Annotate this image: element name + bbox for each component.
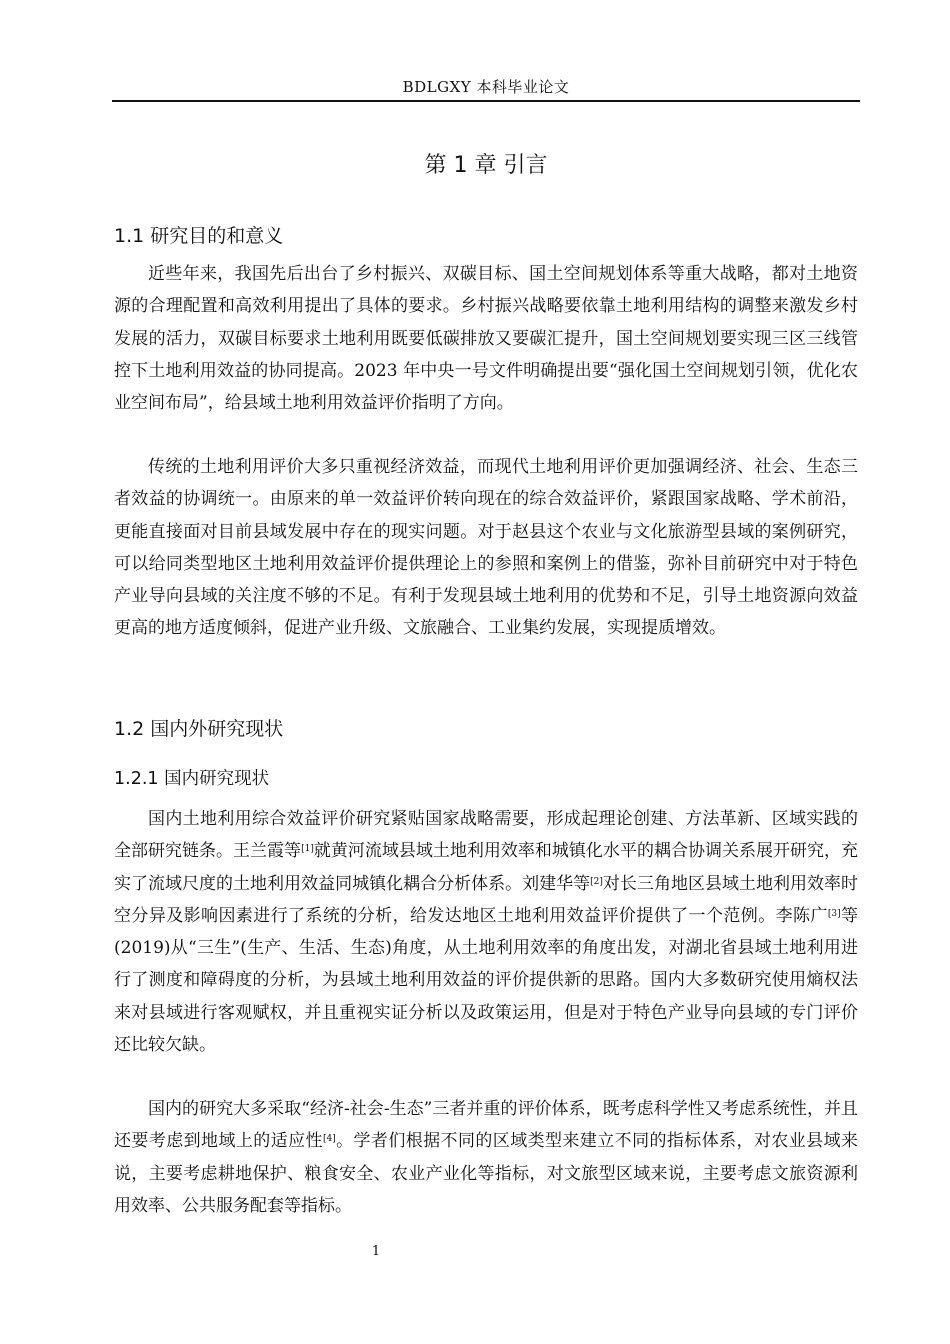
running-header: BDLGXY 本科毕业论文 xyxy=(402,78,570,96)
chapter-title: 第 1 章 引言 xyxy=(424,153,548,178)
citation-ref: [3] xyxy=(827,908,841,919)
paragraph-purpose: 近些年来，我国先后出台了乡村振兴、双碳目标、国土空间规划体系等重大战略，都对土地资源的合理配置和高效利用提出了具体的要求。乡村振兴战略要依靠土地利用结构的调整来激发乡村发展的活力，双碳目标要求土地利用既要低碳排放又要碳汇提升，国土空间规划要实现三区三线管控下土地利用效益的协同提高。2023 年中央一号文件明确提出要“强化国土空间规划引领，优化农业空间布局”，给县域土地利用效益评价指明了方向。 xyxy=(114,264,858,414)
paragraph-evaluation-system xyxy=(114,1093,858,1222)
citation-ref: [1] xyxy=(301,844,314,855)
text-run: 。学者们根据不同的区域类型来建立不同的指标体系，对农业县域来说，主要考虑耕地保护、粮食安全、农业产业化等指标，对文旅型区域来说，主要考虑文旅资源利用效率、公共服务配套等指标。 xyxy=(114,1131,859,1216)
text-run: 国内的研究大多采取“经济-社会-生态”三者并重的评价体系，既考虑科学性又考虑系统性，并且还要考虑到地域上的适应性 xyxy=(114,1099,858,1152)
text-run: 国内土地利用综合效益评价研究紧贴国家战略需要，形成起理论创建、方法革新、区域实践的全部研究链条。王兰霞等 xyxy=(114,809,858,862)
text-run: 就黄河流域县域土地利用效率和城镇化水平的耦合协调关系展开研究，充实了流域尺度的土地利用效益同城镇化耦合分析体系。刘建华等 xyxy=(114,841,859,894)
citation-ref: [2] xyxy=(590,876,603,887)
header-rule xyxy=(112,100,860,102)
section-heading-1-1: 1.1 研究目的和意义 xyxy=(114,225,284,247)
paragraph-significance: 传统的土地利用评价大多只重视经济效益，而现代土地利用评价更加强调经济、社会、生态三者效益的协调统一。由原来的单一效益评价转向现在的综合效益评价，紧跟国家战略、学术前沿，更能直接面对目前县域发展中存在的现实问题。对于赵县这个农业与文化旅游型县域的案例研究，可以给同类型地区土地利用效益评价提供理论上的参照和案例上的借鉴，弥补目前研究中对于特色产业导向县域的关注度不够的不足。有利于发现县域土地利用的优势和不足，引导土地资源向效益更高的地方适度倾斜，促进产业升级、文旅融合、工业集约发展，实现提质增效。 xyxy=(114,457,858,639)
citation-ref: [4] xyxy=(322,1134,336,1145)
text-run: 等(2019)从“三生”(生产、生活、生态)角度，从土地利用效率的角度出发，对湖北省县域土地利用进行了测度和障碍度的分析，为县域土地利用效益的评价提供新的思路。国内大多数研究使用熵权法来对县域进行客观赋权，并且重视实证分析以及政策运用，但是对于特色产业导向县域的专门评价还比较欠缺。 xyxy=(114,905,859,1056)
section-heading-1-2: 1.2 国内外研究现状 xyxy=(114,718,284,740)
text-run: 对长三角地区县域土地利用效率时空分异及影响因素进行了系统的分析，给发达地区土地利用效益评价提供了一个范例。李陈广 xyxy=(114,873,859,926)
section-heading-1-2-1: 1.2.1 国内研究现状 xyxy=(114,769,270,789)
page-number: 1 xyxy=(371,1244,381,1259)
paragraph-domestic-research xyxy=(114,803,858,1061)
